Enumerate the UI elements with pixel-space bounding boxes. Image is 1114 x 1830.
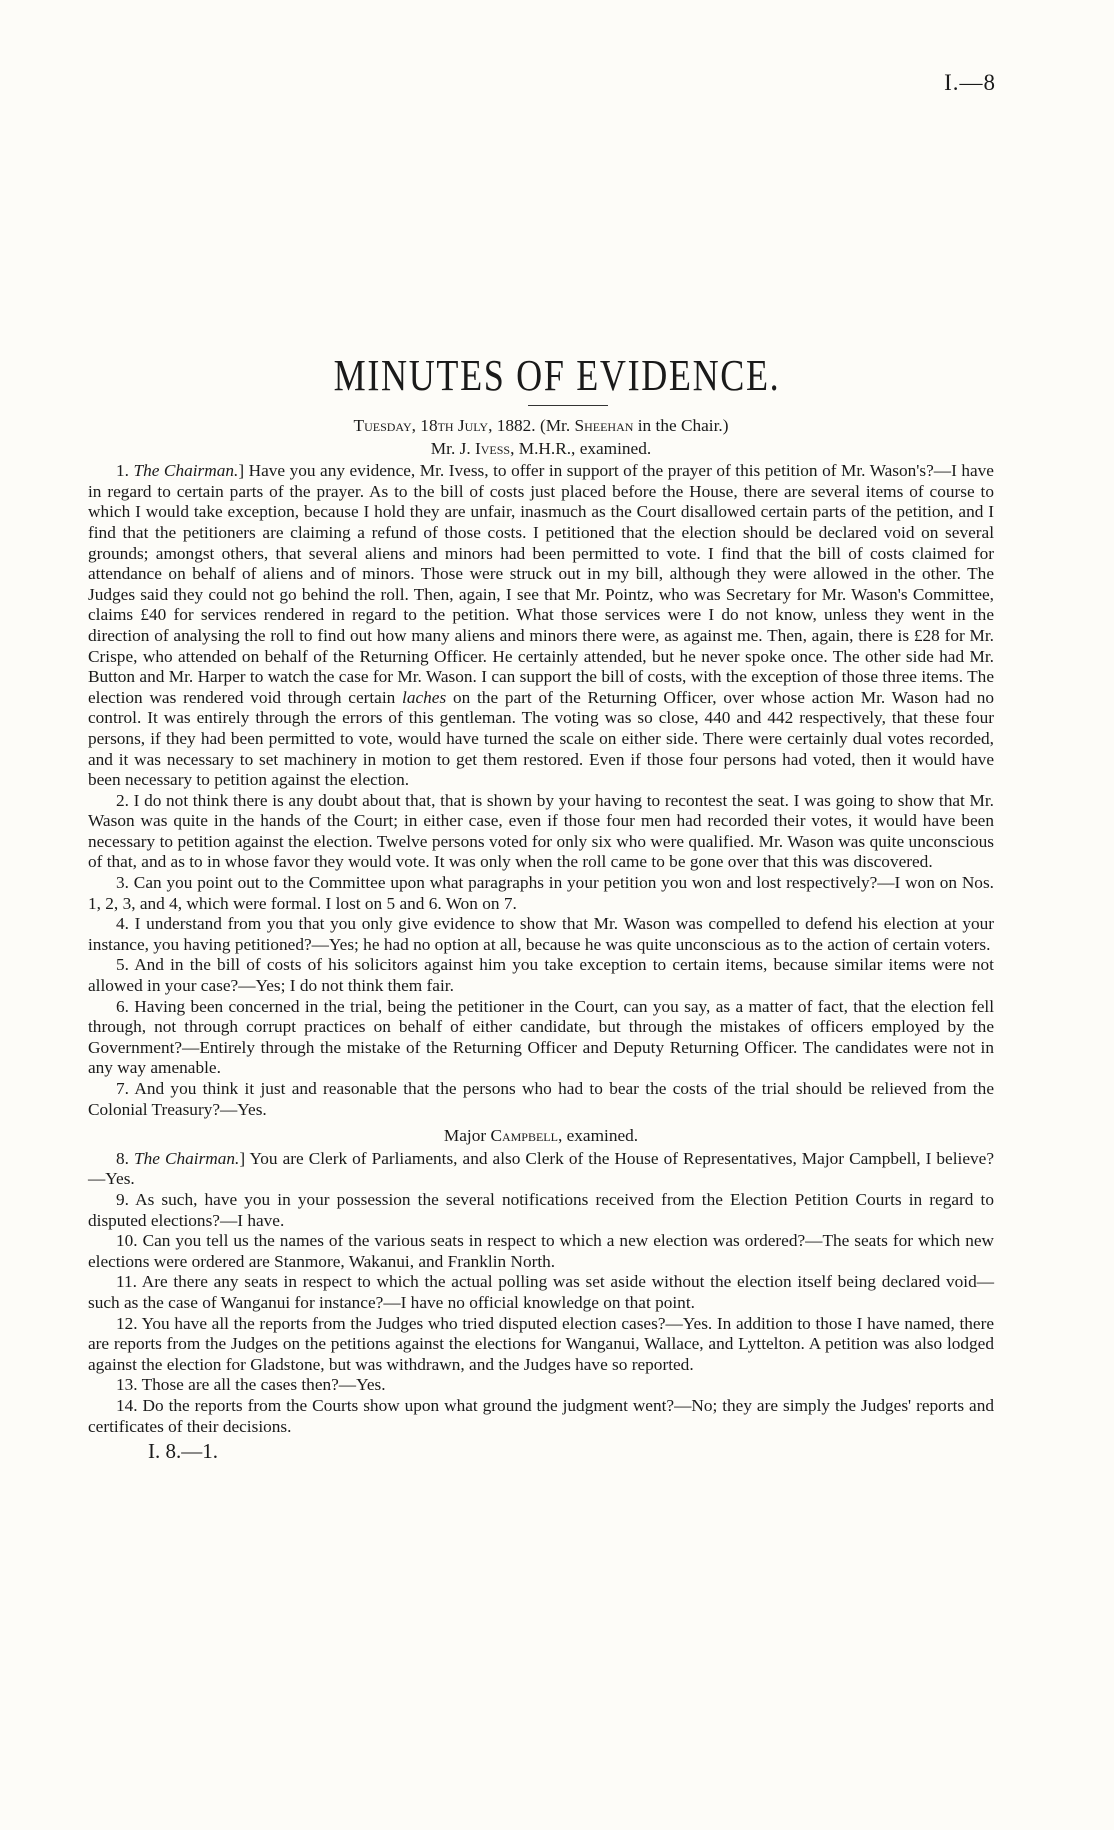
q1-text: ] Have you any evidence, Mr. Ivess, to offer in support of the prayer of this petition of Mr. Wason's?—I have in regard to certain parts of the prayer. As to the bill of costs just placed before the House, there are several items of course to which I would take exception, because I hold they are unfair, inasmuch as the Court disallowed certain parts of the petition, and I find that the petitioners are claiming a refund of those costs. I petitioned that the election should be declared void on several grounds; amongst others, that several aliens and minors had been permitted to vote. I find that the bill of costs claimed for attendance on behalf of aliens and of minors. Those were struck out in my bill, although they were allowed in the other. The Judges said they could not go behind the roll. Then, again, I see that Mr. Pointz, who was Secretary for Mr. Wason's Committee, claims £40 for services rendered in regard to the petition. What those services were I do not know, unless they went in the direction of analysing the roll to find out how many aliens and minors there were, as against me. Then, again, there is £28 for Mr. Crispe, who attended on behalf of the Returning Officer. He certainly attended, but he never spoke once. The other side had Mr. Button and Mr. Harper to watch the case for Mr. Wason. I can support the bill of costs, with the exception of those three items. The election was rendered void through certain [88, 461, 994, 707]
session-heading: Tuesday, 18th July, 1882. (Mr. Sheehan in the Chair.) [353, 416, 729, 435]
question-9: 9. As such, have you in your possession the several notifications received from the Election Petition Courts in regard to disputed elections?—I have. [88, 1189, 994, 1230]
question-2: 2. I do not think there is any doubt about that, that is shown by your having to recontest the seat. I was going to show that Mr. Wason was quite in the hands of the Court; in either case, even if those four men had recorded their votes, it would have been necessary to petition against the election. Twelve persons voted for only six who were qualified. Mr. Wason was quite unconscious of that, and as to in whose favor they would vote. It was only when the roll came to be gone over that this was discovered. [88, 790, 994, 872]
witness-heading-campbell [88, 1126, 994, 1147]
q1-text-continued: on the part of the Returning Officer, over whose action Mr. Wason had no control. It was entirely through the errors of this gentleman. The voting was so close, 440 and 442 respectively, that these four persons, if they had been permitted to vote, would have turned the scale on either side. There were certainly dual votes recorded, and it was necessary to set machinery in motion to get them restored. Even if those four persons had voted, then it would have been necessary to petition against the election. [88, 687, 994, 790]
chair-open: (Mr. [539, 416, 575, 435]
footer-reference: I. 8.—1. [148, 1439, 218, 1464]
question-11: 11. Are there any seats in respect to which the actual polling was set aside without the election itself being declared void—such as the case of Wanganui for instance?—I have no official knowledge on that point. [88, 1272, 994, 1312]
chair-name: Sheehan [574, 416, 634, 435]
witness1-prefix: Mr. J. [430, 438, 475, 458]
witness2-prefix: Major [443, 1126, 491, 1146]
question-10: 10. Can you tell us the names of the various seats in respect to which a new election was ordered?—The seats for which new elections were ordered are Stanmore, Wakanui, and Franklin North. [88, 1231, 994, 1271]
page-reference: I.—8 [944, 70, 996, 95]
question-6: 6. Having been concerned in the trial, being the petitioner in the Court, can you say, as a matter of fact, that the election fell through, not through corrupt practices on behalf of either candidate, but through the mistakes of officers employed by the Government?—Entirely through the mistake of the Returning Officer and Deputy Returning Officer. The candidates were not in any way amenable. [88, 996, 994, 1078]
question-14: 14. Do the reports from the Courts show upon what ground the judgment went?—No; they are simply the Judges' reports and certificates of their decisions. [88, 1395, 994, 1436]
witness2-name: Campbell [490, 1126, 558, 1146]
question-8 [88, 1149, 994, 1190]
question-4: 4. I understand from you that you only give evidence to show that Mr. Wason was compelled to defend his election at your instance, you having petitioned?—Yes; he had no option at all, because he was quite unconscious as to the action of certain voters. [88, 914, 994, 954]
witness-heading-ivess [88, 439, 994, 460]
q1-number: 1. [116, 461, 134, 481]
question-5: 5. And in the bill of costs of his solicitors against him you take exception to certain items, because similar items were not allowed in your case?—Yes; I do not think them fair. [88, 955, 994, 996]
q8-speaker: The Chairman. [134, 1148, 240, 1168]
question-13: 13. Those are all the cases then?—Yes. [116, 1375, 386, 1395]
witness1-name: Ivess [474, 438, 511, 458]
document-title: MINUTES OF EVIDENCE. [333, 351, 781, 400]
q8-number: 8. [116, 1148, 134, 1168]
question-7: 7. And you think it just and reasonable that the persons who had to bear the costs of the trial should be relieved from the Colonial Treasury?—Yes. [88, 1079, 994, 1119]
minutes-body [88, 416, 994, 1463]
q1-speaker: The Chairman. [133, 461, 239, 481]
title-rule [528, 405, 608, 406]
session-date: 18th July, 1882. [420, 416, 536, 435]
question-1 [88, 461, 994, 791]
session-day: Tuesday [353, 416, 412, 435]
witness2-suffix: , examined. [557, 1126, 639, 1146]
q1-italic: laches [402, 687, 447, 707]
chair-close: in the Chair.) [633, 416, 729, 435]
q8-text: ] You are Clerk of Parliaments, and also Clerk of the House of Representatives, Major Campbell, I believe?—Yes. [88, 1148, 994, 1189]
question-3: 3. Can you point out to the Committee upon what paragraphs in your petition you won and lost respectively?—I won on Nos. 1, 2, 3, and 4, which were formal. I lost on 5 and 6. Won on 7. [88, 873, 994, 913]
question-12: 12. You have all the reports from the Judges who tried disputed election cases?—Yes. In addition to those I have named, there are reports from the Judges on the petitions against the elections for Wanganui, Wallace, and Lyttelton. A petition was also lodged against the election for Gladstone, but was withdrawn, and the Judges have so reported. [88, 1313, 994, 1374]
witness1-suffix: , M.H.R., examined. [510, 438, 652, 458]
